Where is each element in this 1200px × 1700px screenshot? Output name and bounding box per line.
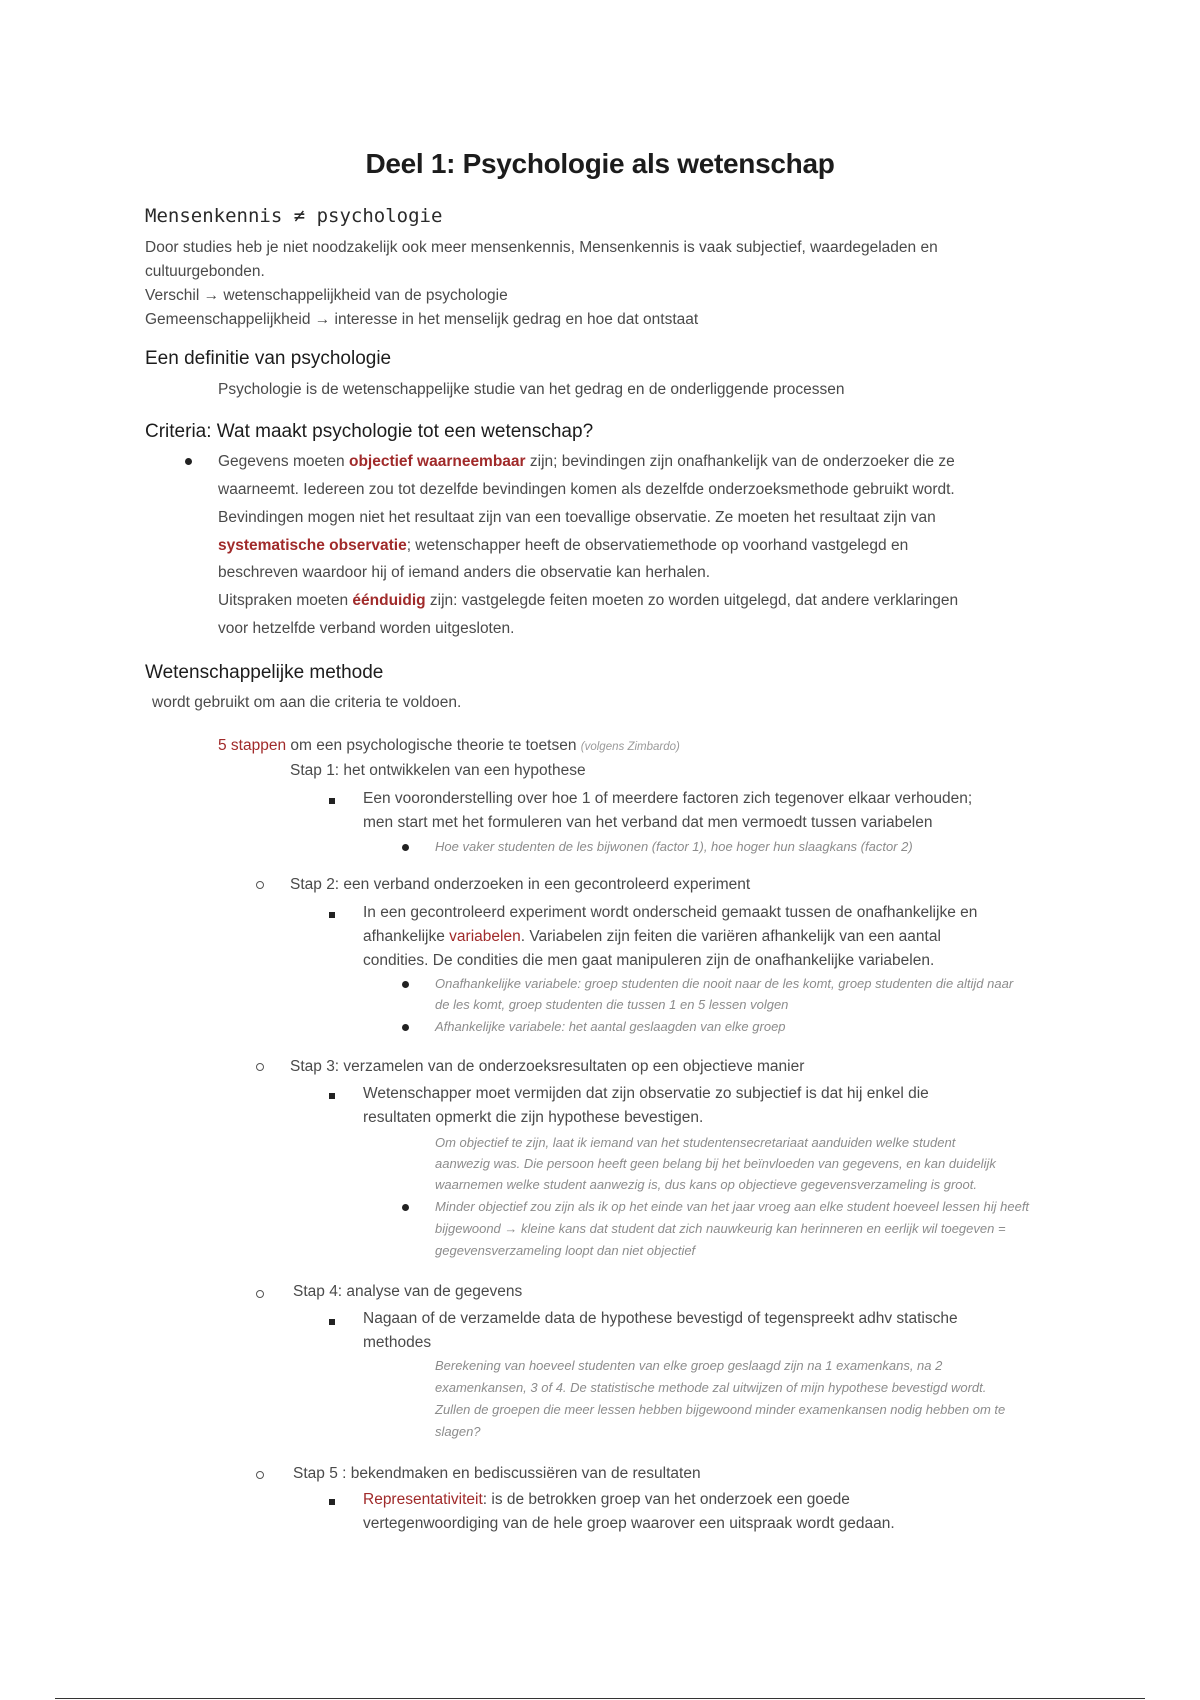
square-bullet-icon bbox=[329, 798, 335, 804]
definition-text: Psychologie is de wetenschappelijke studie van het gedrag en de onderliggende processen bbox=[218, 381, 845, 398]
square-bullet-icon bbox=[329, 1499, 335, 1505]
step-3-note: Om objectief te zijn, laat ik iemand van het studentensecretariaat aanduiden welke student bbox=[435, 1135, 956, 1150]
step-5-title: Stap 5 : bekendmaken en bediscussiëren van de resultaten bbox=[293, 1465, 701, 1482]
square-bullet-icon bbox=[329, 1319, 335, 1325]
step-4-text: Nagaan of de verzamelde data de hypothese bevestigd of tegenspreekt adhv statische bbox=[363, 1310, 958, 1327]
bullet-dot-icon bbox=[402, 981, 409, 988]
term-eenduidig: éénduidig bbox=[352, 592, 426, 609]
step-3-text: Wetenschapper moet vermijden dat zijn observatie zo subjectief is dat hij enkel die bbox=[363, 1085, 929, 1102]
criteria-line: systematische observatie; wetenschapper heeft de observatiemethode op voorhand vastgelegd en bbox=[218, 537, 909, 554]
step-3-note: Minder objectief zou zijn als ik op het einde van het jaar vroeg aan elke student hoeveel lessen hij heeft bbox=[435, 1199, 1030, 1214]
paragraph-line: Gemeenschappelijkheid → interesse in het menselijk gedrag en hoe dat ontstaat bbox=[145, 311, 699, 328]
square-bullet-icon bbox=[329, 912, 335, 918]
section-heading-mensenkennis: Mensenkennis ≠ psychologie bbox=[145, 205, 443, 227]
step-2-text: condities. De condities die men gaat manipuleren zijn de onafhankelijke variabelen. bbox=[363, 952, 935, 969]
method-subtitle: wordt gebruikt om aan die criteria te voldoen. bbox=[152, 694, 462, 711]
step-1-example: Hoe vaker studenten de les bijwonen (factor 1), hoe hoger hun slaagkans (factor 2) bbox=[435, 839, 913, 854]
ring-bullet-icon bbox=[256, 1063, 264, 1071]
steps-intro: 5 stappen om een psychologische theorie te toetsen (volgens Zimbardo) bbox=[218, 737, 680, 754]
bullet-dot-icon bbox=[185, 458, 192, 465]
section-heading-methode: Wetenschappelijke methode bbox=[145, 662, 384, 683]
ring-bullet-icon bbox=[256, 1290, 264, 1298]
section-heading-definitie: Een definitie van psychologie bbox=[145, 348, 392, 369]
criteria-line: Bevindingen mogen niet het resultaat zijn van een toevallige observatie. Ze moeten het resultaat zijn van bbox=[218, 509, 936, 526]
step-3-text: resultaten opmerkt die zijn hypothese bevestigen. bbox=[363, 1109, 704, 1126]
section-heading-criteria: Criteria: Wat maakt psychologie tot een wetenschap? bbox=[145, 421, 594, 442]
criteria-line: voor hetzelfde verband worden uitgesloten. bbox=[218, 620, 515, 637]
term-variabelen: variabelen bbox=[449, 928, 521, 945]
criteria-line: Uitspraken moeten éénduidig zijn: vastgelegde feiten moeten zo worden uitgelegd, dat andere verklaringen bbox=[218, 592, 959, 609]
step-1-text: Een vooronderstelling over hoe 1 of meerdere factoren zich tegenover elkaar verhouden; bbox=[363, 790, 973, 807]
step-4-note: Berekening van hoeveel studenten van elke groep geslaagd zijn na 1 examenkans, na 2 bbox=[435, 1358, 943, 1373]
step-1-title: Stap 1: het ontwikkelen van een hypothese bbox=[290, 762, 586, 779]
step-2-example: de les komt, groep studenten die tussen 1 en 5 lessen volgen bbox=[435, 997, 789, 1012]
step-4-text: methodes bbox=[363, 1334, 432, 1351]
paragraph-line: cultuurgebonden. bbox=[145, 263, 265, 280]
step-2-example: Afhankelijke variabele: het aantal geslaagden van elke groep bbox=[435, 1019, 786, 1034]
paragraph-line: Door studies heb je niet noodzakelijk ook meer mensenkennis, Mensenkennis is vaak subjectief, waardegeladen en bbox=[145, 239, 938, 256]
criteria-line: waarneemt. Iedereen zou tot dezelfde bevindingen komen als dezelfde onderzoeksmethode gebruikt wordt. bbox=[218, 481, 955, 498]
ring-bullet-icon bbox=[256, 881, 264, 889]
document-title: Deel 1: Psychologie als wetenschap bbox=[365, 148, 835, 179]
step-2-example: Onafhankelijke variabele: groep studenten die nooit naar de les komt, groep studenten die altijd naar bbox=[435, 976, 1014, 991]
criteria-line: Gegevens moeten objectief waarneembaar zijn; bevindingen zijn onafhankelijk van de onderzoeker die ze bbox=[218, 453, 955, 470]
step-3-note: gegevensverzameling loopt dan niet objectief bbox=[435, 1243, 696, 1258]
step-3-title: Stap 3: verzamelen van de onderzoeksresultaten op een objectieve manier bbox=[290, 1058, 805, 1075]
step-4-note: Zullen de groepen die meer lessen hebben bijgewoond minder examenkansen nodig hebben om te bbox=[435, 1402, 1006, 1417]
step-4-title: Stap 4: analyse van de gegevens bbox=[293, 1283, 523, 1300]
bullet-dot-icon bbox=[402, 844, 409, 851]
step-2-text: afhankelijke variabelen. Variabelen zijn feiten die variëren afhankelijk van een aantal bbox=[363, 928, 941, 945]
ring-bullet-icon bbox=[256, 1471, 264, 1479]
paragraph-line: Verschil → wetenschappelijkheid van de psychologie bbox=[145, 287, 508, 304]
step-4-note: slagen? bbox=[435, 1424, 481, 1439]
term-representativiteit: Representativiteit bbox=[363, 1491, 483, 1508]
step-3-note: aanwezig was. Die persoon heeft geen belang bij het beïnvloeden van gegevens, en kan duidelijk bbox=[435, 1156, 996, 1171]
bullet-dot-icon bbox=[402, 1204, 409, 1211]
term-systematische-observatie: systematische observatie bbox=[218, 537, 407, 554]
criteria-line: beschreven waardoor hij of iemand anders die observatie kan herhalen. bbox=[218, 564, 710, 581]
footer-divider bbox=[55, 1698, 1145, 1699]
term-objectief-waarneembaar: objectief waarneembaar bbox=[348, 453, 526, 470]
step-4-note: examenkansen, 3 of 4. De statistische methode zal uitwijzen of mijn hypothese bevestigd wordt. bbox=[435, 1380, 987, 1395]
bullet-dot-icon bbox=[402, 1024, 409, 1031]
step-5-text: Representativiteit: is de betrokken groep van het onderzoek een goede bbox=[363, 1491, 850, 1508]
step-3-note: waarnemen welke student aanwezig is, dus kans op objectieve gegevensverzameling is groot. bbox=[435, 1177, 977, 1192]
step-2-text: In een gecontroleerd experiment wordt onderscheid gemaakt tussen de onafhankelijke en bbox=[363, 904, 978, 921]
step-2-title: Stap 2: een verband onderzoeken in een gecontroleerd experiment bbox=[290, 876, 751, 893]
term-5-stappen: 5 stappen bbox=[218, 737, 287, 754]
step-1-text: men start met het formuleren van het verband dat men vermoedt tussen variabelen bbox=[363, 814, 933, 831]
step-3-note: bijgewoond → kleine kans dat student dat zich nauwkeurig kan herinneren en eerlijk wil toegeven = bbox=[435, 1221, 1006, 1236]
square-bullet-icon bbox=[329, 1093, 335, 1099]
step-5-text: vertegenwoordiging van de hele groep waarover een uitspraak wordt gedaan. bbox=[363, 1515, 895, 1532]
